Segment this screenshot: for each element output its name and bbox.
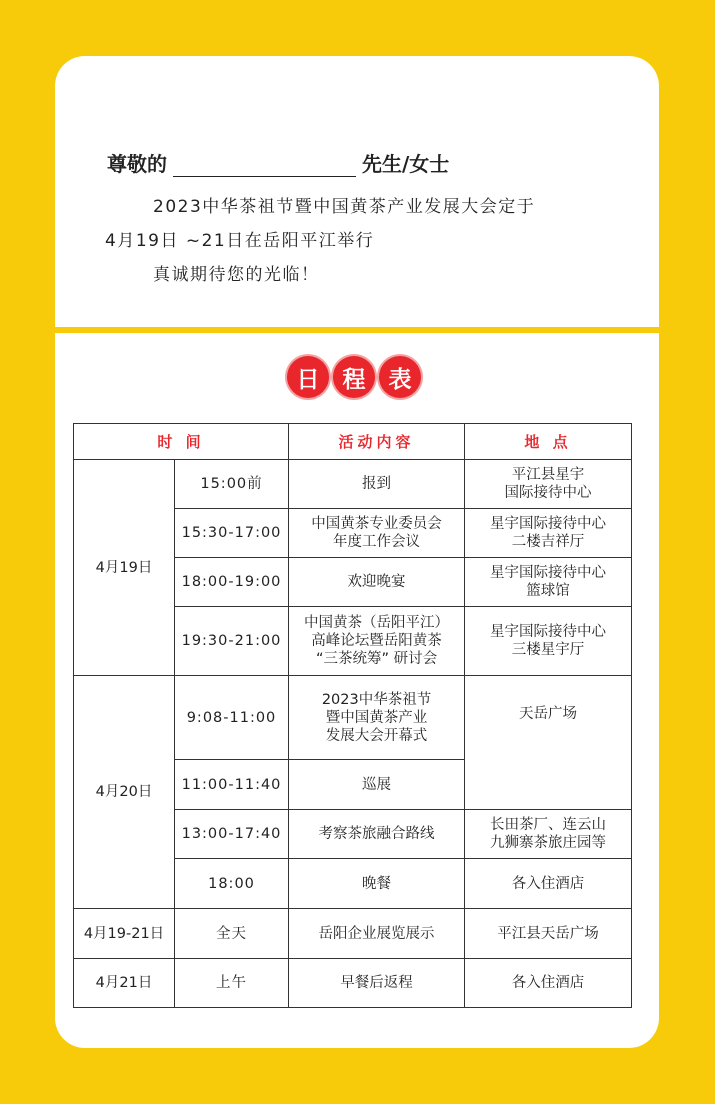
content-text: 岳阳企业展览展示 <box>318 925 435 942</box>
content-cell <box>289 959 465 1008</box>
table-row <box>74 460 632 509</box>
content-text: 高峰论坛暨岳阳黄茶 <box>311 633 442 649</box>
location-text: 篮球馆 <box>526 583 570 599</box>
location-text: 二楼吉祥厅 <box>511 534 585 550</box>
time-cell: 上午 <box>175 959 289 1008</box>
day-cell: 4月19日 <box>74 460 175 676</box>
table-row <box>74 959 632 1008</box>
location-cell <box>465 676 632 810</box>
location-cell <box>465 558 632 607</box>
time-cell: 18:00 <box>175 859 289 909</box>
location-text: 星宇国际接待中心 <box>490 565 607 581</box>
time-cell: 11:00-11:40 <box>175 760 289 810</box>
content-cell <box>289 810 465 859</box>
schedule-title-char: 表 <box>379 356 421 398</box>
invitation-line-1: 2023中华茶祖节暨中国黄茶产业发展大会定于 <box>153 197 536 217</box>
content-text: 报到 <box>362 476 392 492</box>
content-text: 考察茶旅融合路线 <box>318 826 435 842</box>
greeting-line <box>107 148 449 177</box>
location-cell <box>465 959 632 1008</box>
location-cell <box>465 460 632 509</box>
table-header-row <box>74 424 632 460</box>
content-text: 中国黄茶专业委员会 <box>311 516 442 532</box>
content-text: 发展大会开幕式 <box>325 727 428 744</box>
location-text: 星宇国际接待中心 <box>490 624 607 640</box>
location-text: 各入住酒店 <box>511 975 585 991</box>
header-location: 地 点 <box>465 424 632 460</box>
content-cell <box>289 607 465 676</box>
invitation-card <box>55 56 659 1048</box>
content-cell <box>289 676 465 760</box>
content-cell <box>289 760 465 810</box>
location-text: 平江县星宇 <box>511 467 585 483</box>
content-text: 晚餐 <box>362 875 392 892</box>
content-text: “三茶统筹” 研讨会 <box>315 651 438 667</box>
location-text: 三楼星宇厅 <box>511 642 585 658</box>
invitation-line-2: 4月19日 ~21日在岳阳平江举行 <box>105 231 375 251</box>
location-text: 九狮寨茶旅庄园等 <box>490 835 607 851</box>
content-text: 暨中国黄茶产业 <box>325 709 428 726</box>
table-row <box>74 676 632 760</box>
location-cell <box>465 509 632 558</box>
time-cell: 19:30-21:00 <box>175 607 289 676</box>
section-divider <box>55 327 659 333</box>
time-cell: 18:00-19:00 <box>175 558 289 607</box>
header-time: 时 间 <box>74 424 289 460</box>
location-text: 天岳广场 <box>519 705 578 722</box>
salutation: 尊敬的 <box>107 152 167 176</box>
day-cell: 4月20日 <box>74 676 175 909</box>
title-suffix: 先生/女士 <box>362 152 450 176</box>
time-cell: 13:00-17:40 <box>175 810 289 859</box>
schedule-title-char: 日 <box>287 356 329 398</box>
day-cell: 4月19-21日 <box>74 909 175 959</box>
schedule-title-char: 程 <box>333 356 375 398</box>
content-cell <box>289 460 465 509</box>
content-cell <box>289 909 465 959</box>
day-cell: 4月21日 <box>74 959 175 1008</box>
table-row <box>74 909 632 959</box>
location-text: 星宇国际接待中心 <box>490 516 607 532</box>
content-cell <box>289 859 465 909</box>
location-cell <box>465 859 632 909</box>
content-text: 欢迎晚宴 <box>347 574 406 590</box>
header-content: 活动内容 <box>289 424 465 460</box>
name-blank-line <box>173 154 356 177</box>
location-text: 国际接待中心 <box>504 485 592 501</box>
content-cell <box>289 509 465 558</box>
content-text: 2023中华茶祖节 <box>321 691 432 708</box>
invitation-line-3: 真诚期待您的光临！ <box>153 265 320 285</box>
time-cell: 15:30-17:00 <box>175 509 289 558</box>
location-cell <box>465 607 632 676</box>
schedule-title <box>287 356 421 398</box>
location-cell <box>465 810 632 859</box>
time-cell: 15:00前 <box>175 460 289 509</box>
content-text: 年度工作会议 <box>333 534 421 550</box>
location-text: 平江县天岳广场 <box>497 925 599 942</box>
location-text: 各入住酒店 <box>511 875 585 892</box>
content-text: 巡展 <box>362 776 392 793</box>
content-text: 中国黄茶（岳阳平江） <box>304 615 450 631</box>
location-text: 长田茶厂、连云山 <box>490 817 607 833</box>
content-cell <box>289 558 465 607</box>
location-cell <box>465 909 632 959</box>
schedule-table <box>73 423 632 1008</box>
content-text: 早餐后返程 <box>340 975 413 991</box>
time-cell: 9:08-11:00 <box>175 676 289 760</box>
time-cell: 全天 <box>175 909 289 959</box>
